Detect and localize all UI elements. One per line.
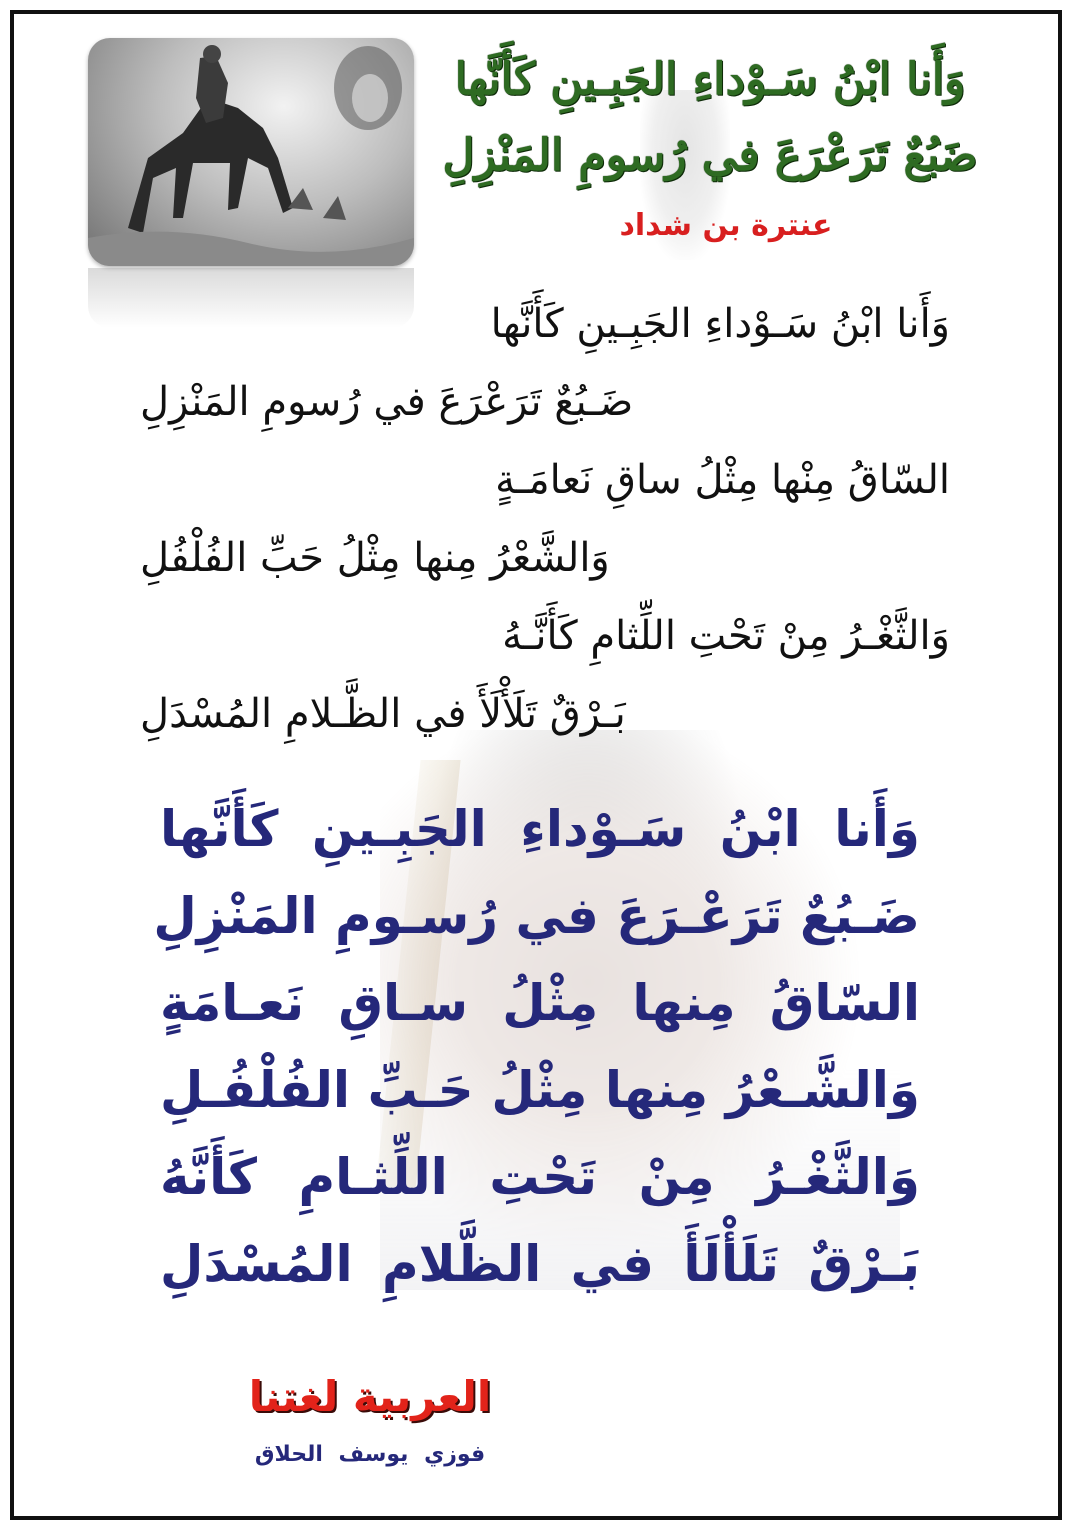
poem-naskh-line-5: وَالثَّغْـرُ مِنْ تَحْتِ اللِّثامِ كَأَنَّـهُ xyxy=(502,613,950,659)
poem-naskh-line-2: ضَـبُعٌ تَرَعْرَعَ في رُسومِ المَنْزِلِ xyxy=(140,379,634,425)
poem-calligraphy-line-5: وَالثَّغْـرُ مِنْ تَحْتِ اللِّثـامِ كَأَنَّهُ xyxy=(160,1148,920,1206)
header-verse-line-1: وَأَنا ابْنُ سَـوْداءِ الجَبِـينِ كَأَنَّها xyxy=(454,54,966,105)
poem-calligraphy-line-6: بَـرْقٌ تَلَأْلَأَ في الظَّلامِ المُسْدَلِ xyxy=(160,1235,920,1293)
poem-calligraphy-line-1: وَأَنا ابْنُ سَـوْداءِ الجَبِـينِ كَأَنَّها xyxy=(160,800,920,858)
poem-calligraphy-line-2: ضَـبُعٌ تَرَعْـرَعَ في رُسـومِ المَنْزِلِ xyxy=(153,887,920,945)
poem-calligraphy-line-4: وَالشَّـعْرُ مِنها مِثْلُ حَـبِّ الفُلْفُـلِ xyxy=(160,1061,920,1119)
poem-calligraphy xyxy=(153,786,920,1308)
author-name: فوزي يوسف الحلاق xyxy=(254,1442,486,1467)
poem-naskh xyxy=(120,285,960,753)
brand-title: العربية لغتنا xyxy=(248,1372,492,1421)
poem-naskh-line-4: وَالشَّعْرُ مِنها مِثْلُ حَبِّ الفُلْفُلِ xyxy=(140,535,610,581)
poet-name: عنترة بن شداد xyxy=(619,208,833,243)
horseman-painting xyxy=(88,38,414,266)
poem-naskh-line-6: بَـرْقٌ تَلَأْلَأَ في الظَّـلامِ المُسْدَلِ xyxy=(140,691,626,737)
header-verse xyxy=(430,42,990,194)
poem-calligraphy-line-3: السّاقُ مِنها مِثْلُ سـاقِ نَعـامَةٍ xyxy=(160,974,920,1032)
poem-naskh-line-3: السّاقُ مِنْها مِثْلُ ساقِ نَعامَـةٍ xyxy=(495,457,950,503)
poem-naskh-line-1: وَأَنا ابْنُ سَـوْداءِ الجَبِـينِ كَأَنَّها xyxy=(490,301,950,347)
header-verse-line-2: ضَبُعٌ تَرَعْرَعَ في رُسومِ المَنْزِلِ xyxy=(442,130,978,181)
